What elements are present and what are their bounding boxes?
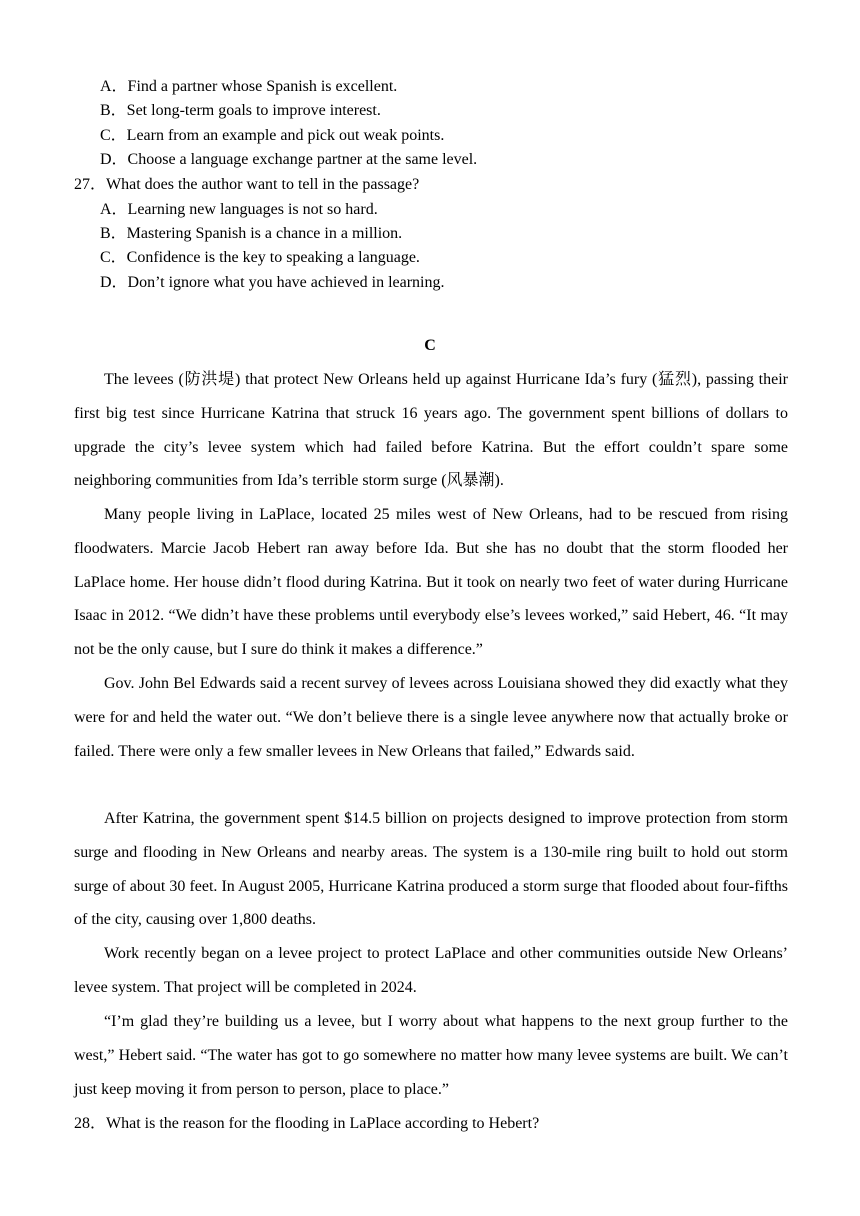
- passage-paragraph-5: Work recently began on a levee project to protect LaPlace and other communities outside New Orleans’ levee system. That project will be completed in 2024.: [74, 945, 788, 996]
- q27-question: 27．What does the author want to tell in the passage?: [74, 176, 420, 193]
- q27-option-d: D．Don’t ignore what you have achieved in learning.: [100, 274, 445, 291]
- passage-paragraph-3: Gov. John Bel Edwards said a recent survey of levees across Louisiana showed they did exactly what they were for and held the water out. “We don’t believe there is a single levee anywhere now that actually broke or failed. There were only a few smaller levees in New Orleans that failed,” Edwards said.: [74, 675, 788, 760]
- q26-option-c: C．Learn from an example and pick out weak points.: [100, 127, 445, 144]
- passage-paragraph-4: After Katrina, the government spent $14.5 billion on projects designed to improve protection from storm surge and flooding in New Orleans and nearby areas. The system is a 130-mile ring built to hold out storm surge of about 30 feet. In August 2005, Hurricane Katrina produced a storm surge that flooded about four-fifths of the city, causing over 1,800 deaths.: [74, 810, 788, 929]
- q27-option-b: B．Mastering Spanish is a chance in a million.: [100, 225, 403, 242]
- q26-option-d: D．Choose a language exchange partner at the same level.: [100, 151, 478, 168]
- q28-question: 28．What is the reason for the flooding in LaPlace according to Hebert?: [74, 1115, 540, 1132]
- passage-paragraph-1: The levees (防洪堤) that protect New Orleans held up against Hurricane Ida’s fury (猛烈), passing their first big test since Hurricane Katrina that struck 16 years ago. The government spent billions of dollars to upgrade the city’s levee system which had failed before Katrina. But the effort couldn’t spare some neighboring communities from Ida’s terrible storm surge (风暴潮).: [74, 371, 788, 490]
- q26-option-b: B．Set long-term goals to improve interest.: [100, 102, 381, 119]
- q27-option-c: C．Confidence is the key to speaking a language.: [100, 249, 420, 266]
- passage-paragraph-6: “I’m glad they’re building us a levee, but I worry about what happens to the next group further to the west,” Hebert said. “The water has got to go somewhere no matter how many levee systems are built. We can’t just keep moving it from person to person, place to place.”: [74, 1013, 788, 1098]
- passage-paragraph-2: Many people living in LaPlace, located 25 miles west of New Orleans, had to be rescued from rising floodwaters. Marcie Jacob Hebert ran away before Ida. But she has no doubt that the storm flooded her LaPlace home. Her house didn’t flood during Katrina. But it took on nearly two feet of water during Hurricane Isaac in 2012. “We didn’t have these problems until everybody else’s levees worked,” said Hebert, 46. “It may not be the only cause, but I sure do think it makes a difference.”: [74, 506, 788, 659]
- q26-option-a: A．Find a partner whose Spanish is excellent.: [100, 78, 398, 95]
- q27-option-a: A．Learning new languages is not so hard.: [100, 201, 378, 218]
- section-heading: C: [424, 337, 436, 354]
